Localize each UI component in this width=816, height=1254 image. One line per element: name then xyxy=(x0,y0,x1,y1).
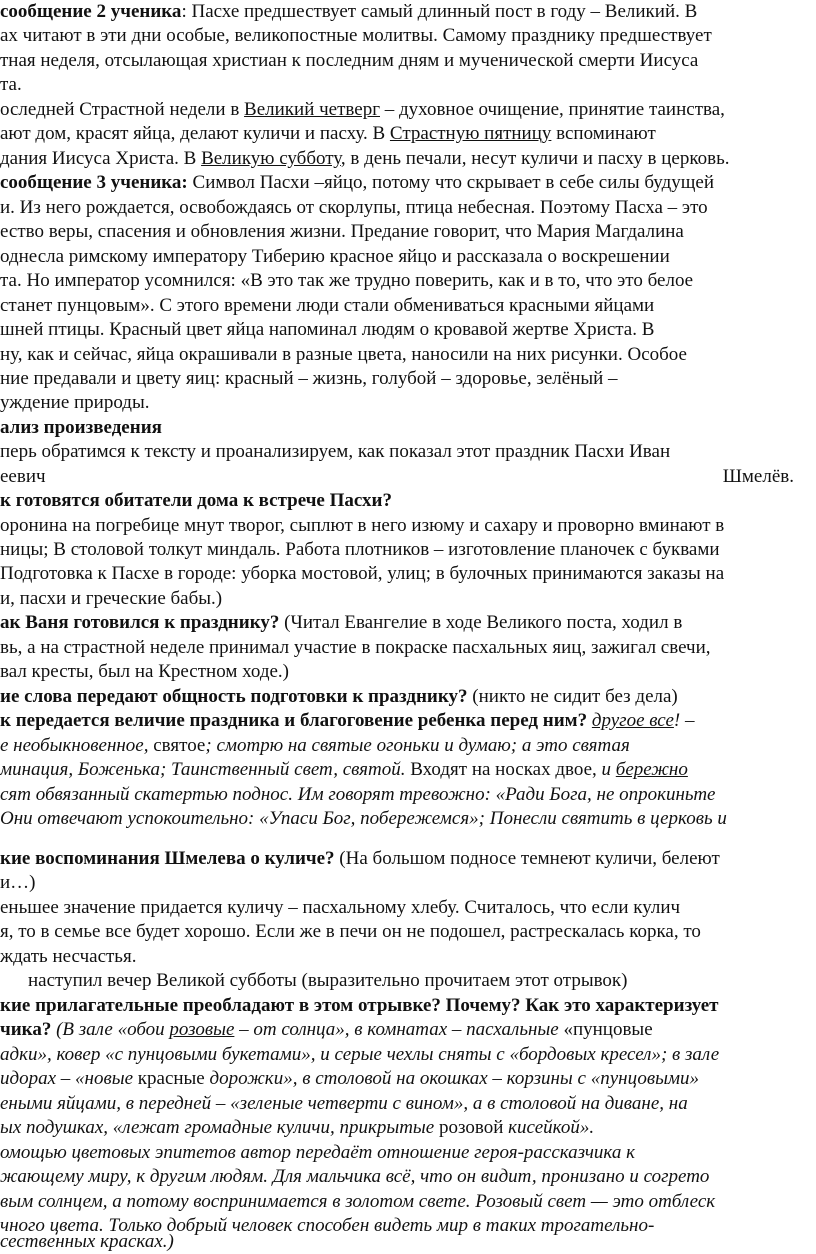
text-line: еньшее значение придается куличу – пасхальному хлебу. Считалось, что если кулич xyxy=(0,897,681,918)
text-line: еными яйцами, в передней – «зеленые четверти с вином», а в столовой на диване, на xyxy=(0,1093,688,1114)
text-line xyxy=(0,758,816,782)
text-line: ние предавали и цвету яиц: красный – жизнь, голубой – здоровье, зелёный – xyxy=(0,368,618,389)
text-line: ждать несчастья. xyxy=(0,946,137,967)
text-span: – от солнца», в комнатах – пасхальные xyxy=(234,1019,564,1040)
text-line: перь обратимся к тексту и проанализируем, как показал этот праздник Пасхи Иван xyxy=(0,441,671,462)
question-title: кие прилагательные преобладают в этом отрывке? Почему? Как это характеризует xyxy=(0,995,719,1016)
text-line: жающему миру, к другим людям. Для мальчика всё, что он видит, пронизано и согрето xyxy=(0,1166,710,1187)
text-span: розовые xyxy=(169,1019,235,1040)
text-line: я, то в семье все будет хорошо. Если же в печи он не подошел, растрескалась корка, то xyxy=(0,921,701,942)
text-line: уждение природы. xyxy=(0,392,150,413)
student-2-label: сообщение 2 ученика xyxy=(0,1,182,22)
text-span: е необыкновенное, xyxy=(0,735,149,756)
text-line: вал кресты, был на Крестном ходе.) xyxy=(0,661,290,682)
text-span: минация, Боженька; Таинственный свет, святой. xyxy=(0,759,406,780)
text-line: адки», ковер «с пунцовыми букетами», и серые чехлы сняты с «бордовых кресел»; в зале xyxy=(0,1044,720,1065)
text-line: и, пасхи и греческие бабы.) xyxy=(0,588,223,609)
text-span: ых подушках, «лежат громадные куличи, прикрытые xyxy=(0,1117,435,1138)
text-line: наступил вечер Великой субботы (выразительно прочитаем этот отрывок) xyxy=(28,970,628,991)
text-line xyxy=(0,0,816,24)
text-span: (Читал Евангелие в ходе Великого поста, ходил в xyxy=(279,612,683,633)
question-title: к готовятся обитатели дома к встрече Пасхи? xyxy=(0,490,393,511)
text-line: та. xyxy=(0,74,22,95)
text-span: , в день печали, несут куличи и пасху в церковь. xyxy=(340,148,730,169)
text-line: ницы; В столовой толкут миндаль. Работа плотников – изготовление планочек с буквами xyxy=(0,539,720,560)
text-line: сят обвязанный скатертью поднос. Им говорят тревожно: «Ради Бога, не опрокиньте xyxy=(0,784,716,805)
text-span: бережно xyxy=(615,759,688,780)
text-line: Они отвечают успокоительно: «Упаси Бог, побережемся»; Понесли святить в церковь и xyxy=(0,808,727,829)
text-line: чного цвета. Только добрый человек способен видеть мир в таких трогательно- xyxy=(0,1215,655,1236)
student-3-label: сообщение 3 ученика: xyxy=(0,172,188,193)
text-line xyxy=(0,122,816,146)
link-holy-saturday[interactable]: Великую субботу xyxy=(201,148,341,169)
text-line xyxy=(0,1018,816,1042)
text-span: вспоминают xyxy=(556,123,656,144)
text-span: чика? xyxy=(0,1019,52,1040)
text-span: – духовное очищение, принятие таинства, xyxy=(384,99,725,120)
text-line: ество веры, спасения и обновления жизни. Предание говорит, что Мария Магдалина xyxy=(0,221,684,242)
text-line: оронина на погребице мнут творог, сыплют в него изюму и сахару и проворно вминают в xyxy=(0,515,725,536)
text-span: ают дом, красят яйца, делают куличи и пасху. В xyxy=(0,123,386,144)
question-title: ак Ваня готовился к празднику? xyxy=(0,612,280,633)
text-line: омощью цветовых эпитетов автор передаёт отношение героя-рассказчика к xyxy=(0,1142,635,1163)
text-line xyxy=(0,734,816,758)
text-line: и. Из него рождается, освобождаясь от скорлупы, птица небесная. Поэтому Пасха – это xyxy=(0,197,708,218)
section-heading: ализ произведения xyxy=(0,417,162,438)
text-line: та. Но император усомнился: «В это так же трудно поверить, как и в то, что это белое xyxy=(0,270,694,291)
text-line xyxy=(0,1116,816,1140)
text-line: ну, как и сейчас, яйца окрашивали в разные цвета, наносили на них рисунки. Особое xyxy=(0,344,687,365)
text-span: «пунцовые xyxy=(563,1019,653,1040)
link-good-friday[interactable]: Страстную пятницу xyxy=(389,123,552,144)
text-line xyxy=(0,709,816,733)
text-span: кисейкой». xyxy=(508,1117,595,1138)
text-span: дорожки», в столовой на окошках – корзины с «пунцовыми» xyxy=(209,1068,700,1089)
text-span: : Пасхе предшествует самый длинный пост в году – Великий. В xyxy=(181,1,698,22)
text-span: розовой xyxy=(434,1117,509,1138)
text-line xyxy=(0,685,816,709)
text-span: Символ Пасхи –яйцо, потому что скрывает в себе силы будущей xyxy=(187,172,715,193)
text-line: и…) xyxy=(0,872,36,893)
text-line xyxy=(0,147,816,171)
text-line: однесла римскому императору Тиберию красное яйцо и рассказала о воскрешении xyxy=(0,246,670,267)
text-span: (никто не сидит без дела) xyxy=(467,686,678,707)
text-line: тная неделя, отсылающая христиан к последним дням и мученической смерти Иисуса xyxy=(0,50,699,71)
text-line xyxy=(0,847,816,871)
text-span: (На большом подносе темнеют куличи, белеют xyxy=(334,848,720,869)
text-span: красные xyxy=(133,1068,210,1089)
text-span: Входят на носках двое, xyxy=(405,759,597,780)
question-title: к передается величие праздника и благоговение ребенка перед ним? xyxy=(0,710,588,731)
text-span: оследней Страстной недели в xyxy=(0,99,240,120)
text-span: (В зале «обои xyxy=(51,1019,170,1040)
text-span: другое все xyxy=(591,710,674,731)
text-line xyxy=(0,611,816,635)
question-title: ие слова передают общность подготовки к празднику? xyxy=(0,686,468,707)
text-line: станет пунцовым». С этого времени люди стали обмениваться красными яйцами xyxy=(0,295,655,316)
text-span: ; смотрю на святые огоньки и думаю; а это святая xyxy=(205,735,630,756)
text-line: шней птицы. Красный цвет яйца напоминал людям о кровавой жертве Христа. В xyxy=(0,319,655,340)
text-span: и xyxy=(596,759,616,780)
link-great-thursday[interactable]: Великий четверг xyxy=(244,99,380,120)
text-line xyxy=(0,465,816,489)
text-line: ах читают в эти дни особые, великопостные молитвы. Самому празднику предшествует xyxy=(0,25,712,46)
text-line xyxy=(0,1067,816,1091)
text-line: сественных красках.) xyxy=(0,1231,174,1252)
text-line xyxy=(0,171,816,195)
text-span: святое xyxy=(148,735,206,756)
text-line: Подготовка к Пасхе в городе: уборка мостовой, улиц; в булочных принимаются заказы на xyxy=(0,563,725,584)
text-span: идорах – «новые xyxy=(0,1068,134,1089)
text-span: дания Иисуса Христа. В xyxy=(0,148,197,169)
text-line: вым солнцем, а потому воспринимается в золотом свете. Розовый свет — это отблеск xyxy=(0,1191,716,1212)
author-name: Шмелёв. xyxy=(722,466,794,487)
question-title: кие воспоминания Шмелева о куличе? xyxy=(0,848,335,869)
text-span: ! – xyxy=(673,710,695,731)
text-span: еевич xyxy=(0,466,46,487)
text-line: вь, а на страстной неделе принимал участие в покраске пасхальных яиц, зажигал свечи, xyxy=(0,637,711,658)
text-line xyxy=(0,98,816,122)
